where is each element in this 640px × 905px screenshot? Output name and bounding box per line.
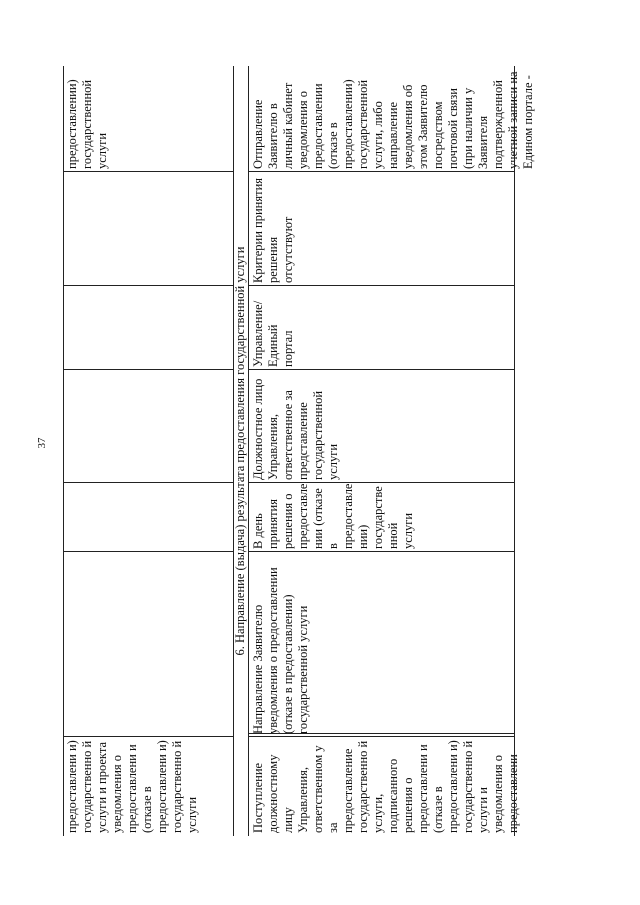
row2-rule: [248, 171, 515, 172]
row1-rule: [63, 285, 233, 286]
table-row-continuation: [63, 66, 233, 836]
table-top-rule: [63, 66, 64, 836]
row1-rule: [63, 736, 233, 737]
row2-rule: [248, 736, 515, 737]
row-divider: [233, 66, 234, 836]
row1-rule: [63, 551, 233, 552]
row1-rule: [63, 171, 233, 172]
section-title: 6. Направление (выдача) результата предоставления государственной услуги: [233, 246, 247, 656]
row2-col2-text: Направление Заявителю уведомления о предоставлении (отказе в предоставлении) государственной услуги: [251, 567, 310, 734]
row2-rule: [248, 285, 515, 286]
row2-rule: [248, 482, 515, 483]
row1-col8-text: предоставлении) государственной услуги: [65, 79, 109, 169]
row2-rule: [248, 551, 515, 552]
row1-rule: [63, 369, 233, 370]
row2-col1-text: Поступление должностному лицу Управления, ответственном у за предоставление государственно й услуги, подписанного решения о предоставлени и (отказе в предоставлени и) государственно й услуги и уведомления о предоставлени: [251, 740, 520, 833]
table-bottom-rule: [514, 66, 515, 836]
row2-col5-text: Управление/ Единый портал: [251, 300, 295, 367]
table-row-direction: [249, 66, 535, 836]
row2-col3-text: В день принятия решения о предоставле нии (отказе в предоставле нии) государстве нной услуги: [251, 483, 415, 549]
rotated-procedure-table: [63, 66, 535, 836]
row1-rule: [63, 482, 233, 483]
row2-rule: [248, 369, 515, 370]
page-number: 37: [36, 437, 48, 449]
row2-col8-text: Отправление Заявителю в личный кабинет уведомления о предоставлении (отказе в предоставлении) государственной услуги, либо направление уведомления об этом Заявителю посредством почтовой связи (при наличии у Заявителя подтвержденной учетной записи на Едином портале -: [251, 71, 535, 169]
row2-col4-text: Должностное лицо Управления, ответственное за представление государственной услуги: [251, 378, 340, 480]
row2-col6-text: Критерии принятия решения отсутствуют: [251, 177, 295, 283]
row1-col1-text: предоставлени и) государственно й услуги и проекта уведомления о предоставлени и (отказе в предоставлени и) государственно й услуги: [65, 740, 199, 833]
section-title-divider: [248, 66, 249, 836]
row2-rule: [248, 733, 515, 734]
